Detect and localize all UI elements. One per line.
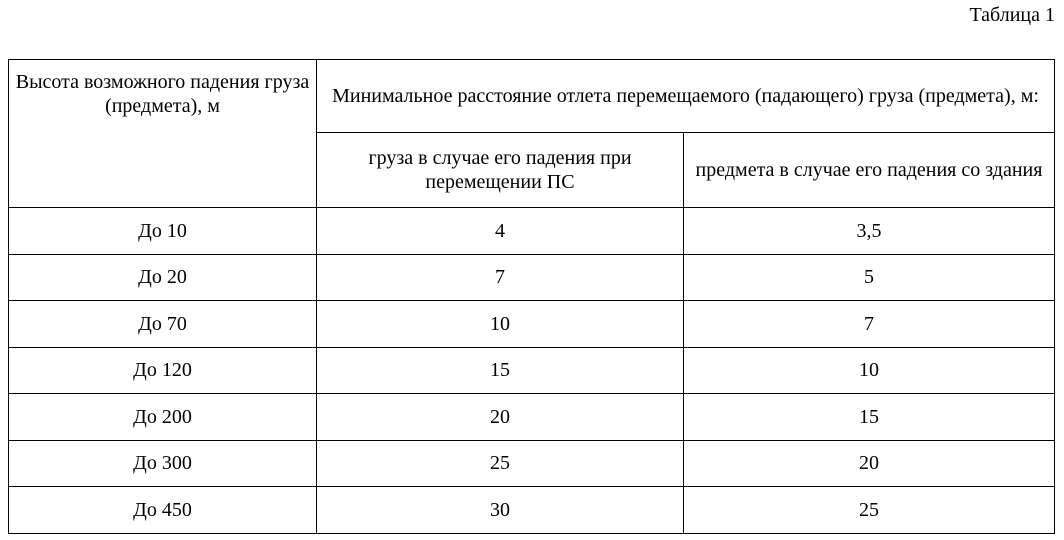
cell-object-distance: 7	[684, 301, 1055, 348]
cell-height: До 20	[9, 254, 317, 301]
table-row	[9, 208, 1055, 255]
cell-height: До 10	[9, 208, 317, 255]
cell-cargo-distance: 25	[317, 440, 684, 487]
cell-height: До 200	[9, 394, 317, 441]
cell-object-distance: 25	[684, 487, 1055, 534]
header-fall-height: Высота возможного падения груза (предмета), м	[9, 60, 317, 208]
cell-height: До 70	[9, 301, 317, 348]
cell-cargo-distance: 30	[317, 487, 684, 534]
table-row	[9, 347, 1055, 394]
cell-object-distance: 15	[684, 394, 1055, 441]
table-row	[9, 394, 1055, 441]
distance-table	[8, 59, 1055, 534]
cell-object-distance: 10	[684, 347, 1055, 394]
table-row	[9, 254, 1055, 301]
cell-object-distance: 3,5	[684, 208, 1055, 255]
table-header-row	[9, 60, 1055, 133]
cell-cargo-distance: 10	[317, 301, 684, 348]
cell-cargo-distance: 4	[317, 208, 684, 255]
header-object-distance: предмета в случае его падения со здания	[684, 133, 1055, 208]
cell-object-distance: 5	[684, 254, 1055, 301]
cell-cargo-distance: 7	[317, 254, 684, 301]
cell-height: До 300	[9, 440, 317, 487]
table-caption: Таблица 1	[969, 4, 1055, 26]
cell-height: До 120	[9, 347, 317, 394]
cell-object-distance: 20	[684, 440, 1055, 487]
table-row	[9, 440, 1055, 487]
header-min-distance: Минимальное расстояние отлета перемещаемого (падающего) груза (предмета), м:	[317, 60, 1055, 133]
table-row	[9, 487, 1055, 534]
header-cargo-distance: груза в случае его падения при перемещении ПС	[317, 133, 684, 208]
cell-cargo-distance: 20	[317, 394, 684, 441]
table-row	[9, 301, 1055, 348]
cell-cargo-distance: 15	[317, 347, 684, 394]
cell-height: До 450	[9, 487, 317, 534]
